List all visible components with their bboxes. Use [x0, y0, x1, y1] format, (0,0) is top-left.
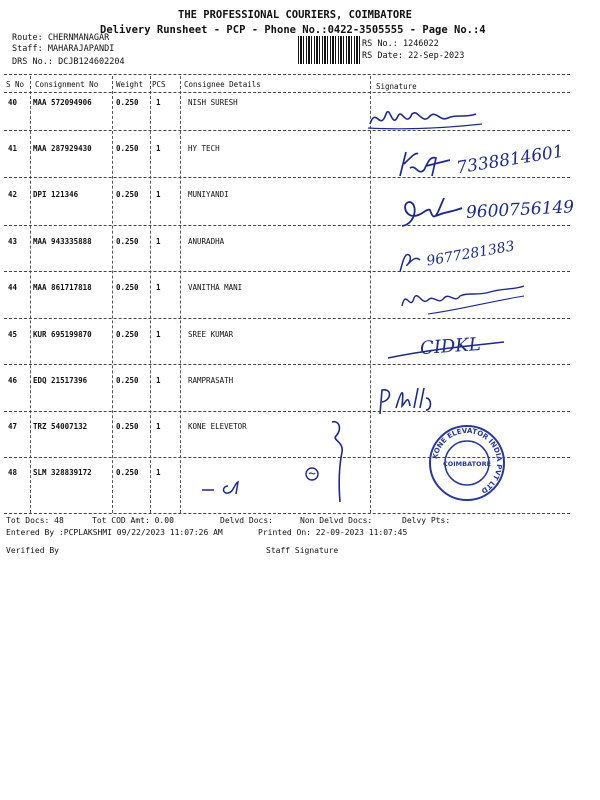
rs-date-label: RS Date:: [362, 51, 403, 61]
row-weight: 0.250: [116, 330, 139, 339]
route-label: Route:: [12, 33, 43, 43]
row-divider: [4, 177, 570, 178]
row-divider: [4, 271, 570, 272]
handwritten-note: CIDKL: [419, 333, 482, 360]
entered-by: Entered By :PCPLAKSHMI 09/22/2023 11:07:26 AM: [6, 528, 223, 537]
row-weight: 0.250: [116, 376, 139, 385]
row-pcs: 1: [156, 468, 161, 477]
row-sno: 40: [8, 98, 18, 107]
row-consignee: SREE KUMAR: [188, 330, 234, 339]
rs-no-label: RS No.:: [362, 39, 398, 49]
drs-label: DRS No.:: [12, 57, 53, 67]
delvy-pts: Delvy Pts:: [402, 516, 451, 525]
company-stamp: [428, 424, 506, 502]
handwritten-signature: [396, 146, 456, 182]
rs-date-value: 22-Sep-2023: [408, 51, 465, 61]
col-header-signature: Signature: [376, 82, 417, 91]
row-sno: 43: [8, 237, 18, 246]
row-pcs: 1: [156, 422, 161, 431]
row-consignment: MAA 861717818: [33, 283, 92, 292]
row-pcs: 1: [156, 376, 161, 385]
row-sno: 44: [8, 283, 18, 292]
row-pcs: 1: [156, 330, 161, 339]
handwritten-mark: [300, 462, 324, 486]
handwritten-phone: 9677281383: [425, 238, 516, 270]
tot-cod-amt: Tot COD Amt: 0.00: [92, 516, 174, 525]
barcode: [298, 36, 360, 64]
drs-value: DCJB124602204: [58, 57, 125, 67]
handwritten-mark: [322, 418, 352, 508]
row-weight: 0.250: [116, 283, 139, 292]
row-consignment: MAA 572094906: [33, 98, 92, 107]
row-consignee: ANURADHA: [188, 237, 225, 246]
handwritten-phone: 7338814601: [455, 141, 566, 179]
drs-line: [12, 57, 125, 67]
col-header-pcs: PCS: [152, 80, 166, 89]
table-top-rule: [4, 74, 570, 75]
row-consignment: DPI 121346: [33, 190, 79, 199]
table-bottom-rule: [4, 513, 570, 514]
row-consignment: SLM 328839172: [33, 468, 92, 477]
handwritten-signature: [398, 282, 528, 322]
row-weight: 0.250: [116, 190, 139, 199]
col-header-weight: Weight: [116, 80, 144, 89]
row-sno: 48: [8, 468, 18, 477]
company-title: THE PROFESSIONAL COURIERS, COIMBATORE: [178, 9, 412, 21]
row-consignee: HY TECH: [188, 144, 220, 153]
handwritten-signature: [396, 246, 426, 276]
row-weight: 0.250: [116, 422, 139, 431]
staff-signature-label: Staff Signature: [266, 546, 339, 555]
handwritten-mark: [200, 480, 250, 496]
route-line: [12, 33, 109, 43]
row-weight: 0.250: [116, 468, 139, 477]
handwritten-signature: [396, 194, 466, 234]
row-consignment: TRZ 54007132: [33, 422, 88, 431]
printed-on: Printed On: 22-09-2023 11:07:45: [258, 528, 408, 537]
runsheet-title: Delivery Runsheet - PCP - Phone No.:0422-3505555 - Page No.:4: [100, 24, 486, 36]
row-weight: 0.250: [116, 98, 139, 107]
row-pcs: 1: [156, 237, 161, 246]
staff-value: MAHARAJAPANDI: [47, 44, 115, 54]
row-consignment: EDQ 21517396: [33, 376, 88, 385]
row-sno: 42: [8, 190, 18, 199]
handwritten-signature: [366, 102, 486, 136]
rs-date-line: [362, 51, 464, 61]
route-value: CHERNMANAGAR: [47, 33, 110, 43]
row-sno: 46: [8, 376, 18, 385]
header-bottom-rule: [4, 92, 570, 93]
row-consignee: VANITHA MANI: [188, 283, 243, 292]
col-divider: [150, 76, 151, 513]
row-pcs: 1: [156, 283, 161, 292]
row-pcs: 1: [156, 144, 161, 153]
staff-label: Staff:: [12, 44, 43, 54]
row-consignee: KONE ELEVETOR: [188, 422, 247, 431]
row-pcs: 1: [156, 190, 161, 199]
rs-no-value: 1246022: [402, 39, 439, 49]
row-consignee: NISH SURESH: [188, 98, 238, 107]
row-sno: 47: [8, 422, 18, 431]
row-consignee: MUNIYANDI: [188, 190, 229, 199]
col-header-consignee: Consignee Details: [184, 80, 261, 89]
row-consignment: MAA 287929430: [33, 144, 92, 153]
col-header-consignment: Consignment No: [35, 80, 99, 89]
row-divider: [4, 411, 570, 412]
col-divider: [30, 76, 31, 513]
staff-line: [12, 44, 114, 54]
svg-text:KONE ELEVATOR INDIA PVT LTD: KONE ELEVATOR INDIA PVT LTD: [431, 426, 504, 495]
delvd-docs: Delvd Docs:: [220, 516, 273, 525]
row-sno: 45: [8, 330, 18, 339]
svg-text:COIMBATORE: COIMBATORE: [442, 460, 492, 468]
row-sno: 41: [8, 144, 18, 153]
row-divider: [4, 364, 570, 365]
rs-no-line: [362, 39, 439, 49]
row-consignment: KUR 695199870: [33, 330, 92, 339]
handwritten-phone: 9600756149: [465, 197, 575, 223]
col-divider: [180, 76, 181, 513]
row-weight: 0.250: [116, 144, 139, 153]
tot-docs: Tot Docs: 48: [6, 516, 64, 525]
col-divider: [112, 76, 113, 513]
row-weight: 0.250: [116, 237, 139, 246]
non-delvd-docs: Non Delvd Docs:: [300, 516, 373, 525]
row-consignee: RAMPRASATH: [188, 376, 234, 385]
row-divider: [4, 225, 570, 226]
row-consignment: MAA 943335888: [33, 237, 92, 246]
col-divider: [370, 76, 371, 513]
col-header-sno: S No: [6, 80, 25, 89]
verified-by: Verified By: [6, 546, 59, 555]
handwritten-signature: [374, 384, 434, 420]
row-pcs: 1: [156, 98, 161, 107]
